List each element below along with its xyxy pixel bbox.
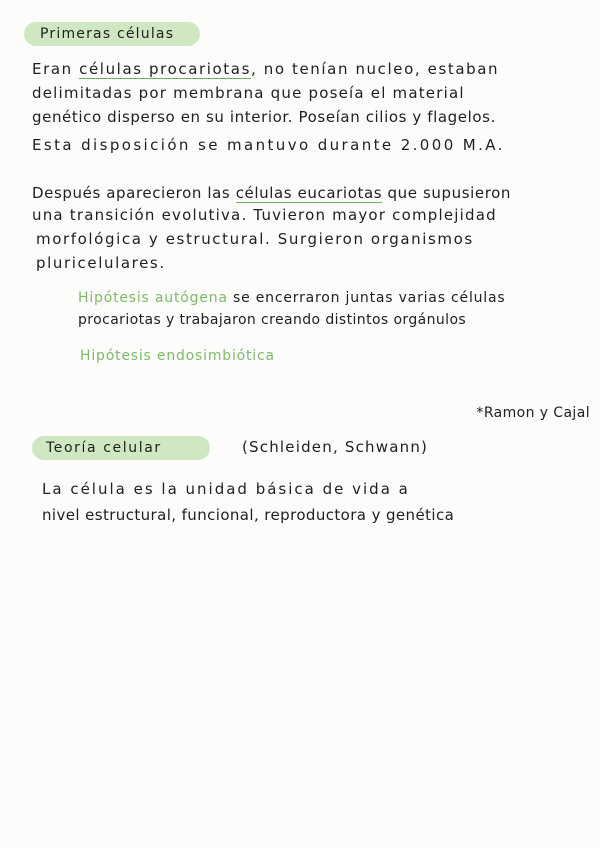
text-fragment: se encerraron juntas varias células [227, 290, 506, 306]
hypothesis-endosimbiotica-label: Hipótesis endosimbiótica [80, 348, 275, 364]
hypothesis-autogena-line-1 [78, 290, 505, 306]
teoria-celular-authors: (Schleiden, Schwann) [242, 438, 429, 456]
text-fragment: que supusieron [382, 184, 512, 202]
paragraph-1-line-1 [32, 60, 499, 78]
text-fragment: Después aparecieron las [32, 184, 236, 202]
term-celulas-procariotas: células procariotas [79, 60, 251, 78]
term-celulas-eucariotas: células eucariotas [235, 184, 383, 202]
teoria-celular-line-2: nivel estructural, funcional, reproductora y genética [42, 506, 455, 524]
section-heading-primeras-celulas: Primeras células [40, 26, 175, 42]
paragraph-2-line-2: una transición evolutiva. Tuvieron mayor complejidad [32, 206, 497, 224]
paragraph-2-line-1 [32, 184, 511, 202]
paragraph-2-line-4: pluricelulares. [36, 254, 166, 272]
paragraph-1-line-3: genético disperso en su interior. Poseían cilios y flagelos. [32, 108, 496, 126]
section-heading-teoria-celular: Teoría celular [46, 440, 162, 456]
note-ramon-y-cajal: *Ramon y Cajal [476, 405, 590, 421]
hypothesis-autogena-line-2: procariotas y trabajaron creando distintos orgánulos [78, 312, 467, 328]
text-fragment: Eran [32, 60, 80, 78]
hypothesis-autogena-label: Hipótesis autógena [78, 290, 228, 306]
teoria-celular-line-1: La célula es la unidad básica de vida a [42, 480, 410, 498]
paragraph-1-line-4: Esta disposición se mantuvo durante 2.000 M.A. [32, 136, 505, 154]
text-fragment: , no tenían nucleo, estaban [251, 60, 500, 78]
paragraph-1-line-2: delimitadas por membrana que poseía el material [32, 84, 465, 102]
paragraph-2-line-3: morfológica y estructural. Surgieron organismos [36, 230, 474, 248]
